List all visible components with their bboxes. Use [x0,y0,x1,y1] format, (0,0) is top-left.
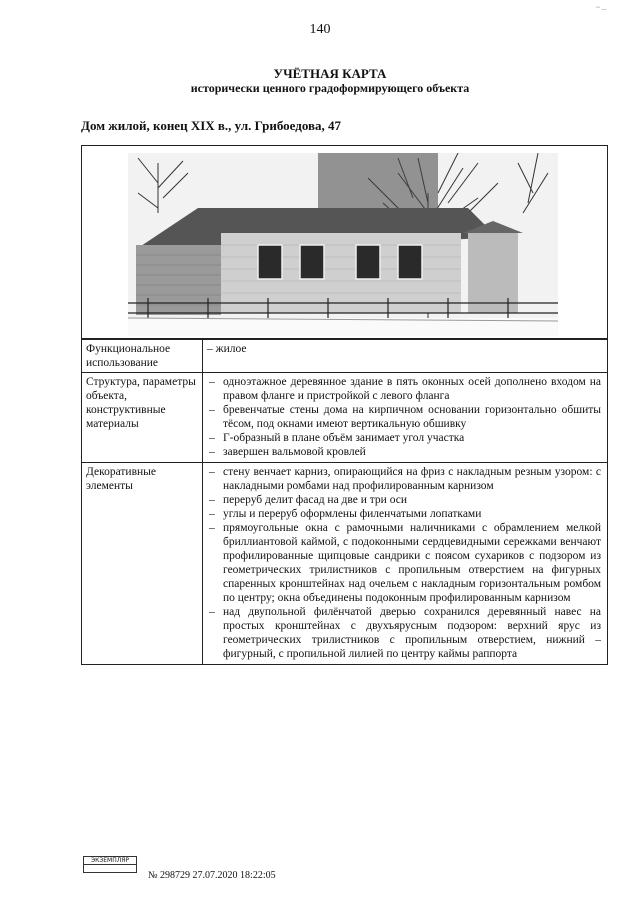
house-photo [128,153,558,336]
list-item: – над двупольной филёнчатой дверью сохранился деревянный навес на простых кронштейнах с двухъярусным подзором: верхний ярус из геометрических трилистников с пропильным отверстием, нижний – фигурный, с пропильной лилией по центру каймы раппорта [207,605,601,661]
row-value [203,373,608,463]
row-value [203,463,608,665]
list-item: – переруб делит фасад на две и три оси [207,493,601,507]
object-table [81,339,608,665]
entrance [468,233,518,313]
list-item: – бревенчатые стены дома на кирпичном основании горизонтально обшиты тёсом, под окнами имеют вертикальную обшивку [207,403,601,431]
list-item: – завершен вальмовой кровлей [207,445,601,459]
list-item: – прямоугольные окна с рамочными наличниками с обрамлением мелкой бриллиантовой каймой, с подоконными сердцевидными сережками венчают профилированные щипцовые сандрики с поясом сухариков с подзором из геометрических трилистников с пропильным отверстием на фигурных спаренных кронштейнах над очельем с накладным горизонтальным ромбом по центру; окна объединены подоконным профилированным карнизом [207,521,601,605]
list-item: – Г-образный в плане объём занимает угол участка [207,431,601,445]
row-structure [82,373,608,463]
stamp-text: ЭКЗЕМПЛЯР [90,857,130,864]
document-registration-number: № 298729 27.07.2020 18:22:05 [148,870,276,881]
list-item: – стену венчает карниз, опирающийся на фриз с накладным резным узором: с накладными ромбами над профилированным карнизом [207,465,601,493]
document-subtitle: исторически ценного градоформирующего объекта [190,81,470,95]
row-function [82,340,608,373]
document-title: УЧЁТНАЯ КАРТА [273,66,387,81]
page-number: 140 [309,22,331,37]
photo-frame [81,145,608,339]
row-label: Декоративные элементы [82,463,203,665]
object-name: Дом жилой, конец XIX в., ул. Грибоедова, 47 [81,118,342,133]
row-value: – жилое [203,340,608,373]
row-label: Структура, параметры объекта, конструктивные материалы [82,373,203,463]
footer-stamp [83,856,137,873]
tree-crown [318,153,438,213]
corner-mark: ~ ... [596,4,607,12]
row-decorative [82,463,608,665]
list-item: – одноэтажное деревянное здание в пять оконных осей дополнено входом на правом фланге и пристройкой с левого фланга [207,375,601,403]
list-item: – углы и переруб оформлены филенчатыми лопатками [207,507,601,521]
row-label: Функциональное использование [82,340,203,373]
